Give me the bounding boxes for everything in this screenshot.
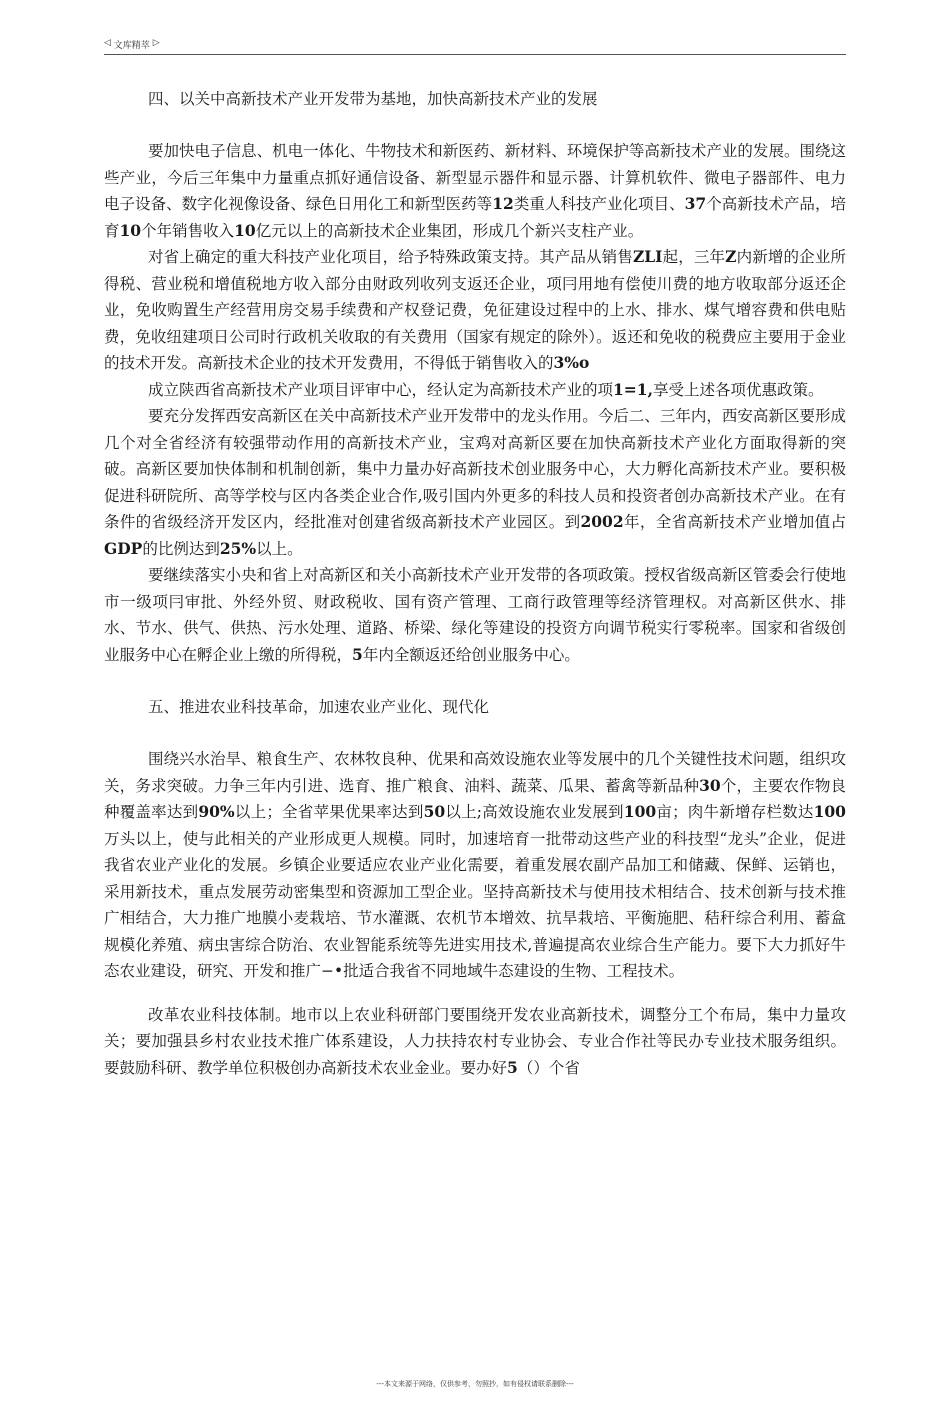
section4-paragraph-3: 成立陕西省高新技术产业项目评审中心，经认定为高新技术产业的项1=1,享受上述各项优惠政策。 — [148, 379, 824, 399]
document-body — [104, 86, 846, 1081]
brand-logo-left-icon: ◁ — [104, 38, 111, 48]
section4-paragraph-4: 要充分发挥西安高新区在关中高新技术产业开发带中的龙头作用。今后二、三年内，西安高新区要形成几个对全省经济有较强带动作用的高新技术产业，宝鸡对高新区要在加快高新技术产业化方面取得新的突破。高新区要加快体制和机制创新，集中力量办好高新技术创业服务中心，大力孵化高新技术产业。要积极促进科研院所、高等学校与区内各类企业合作,吸引国内外更多的科技人员和投资者创办高新技术产业。在有条件的省级经济开发区内，经批准对创建省级高新技术产业园区。到2002年，全省高新技术产业增加值占GDP的比例达到25%以上。 — [104, 407, 846, 558]
section4-paragraph-1: 要加快电子信息、机电一体化、牛物技术和新医药、新材料、环境保护等高新技术产业的发展。围绕这些产业，今后三年集中力量重点抓好通信设备、新型显示器件和显示器、计算机软件、微电子器部件、电力电子设备、数字化视像设备、绿色日用化工和新型医药等12类重人科技产业化项目、37个高新技术产品，培育10个年销售收入10亿元以上的高新技术企业集团，形成几个新兴支柱产业。 — [104, 142, 846, 240]
section5-paragraph-2: 改革农业科技体制。地市以上农业科研部门要围绕开发农业高新技术，调整分工个布局，集中力量攻关；要加强县乡村农业技术推广体系建设，人力扶持农村专业协会、专业合作社等民办专业技术服务组织。要鼓励科研、教学单位积极创办高新技术农业金业。要办好5（）个省 — [104, 1005, 846, 1077]
section-heading-5: 五、推进农业科技革命，加速农业产业化、现代化 — [148, 698, 490, 716]
section-heading-4: 四、以关中高新技术产业开发带为基地，加快高新技术产业的发展 — [148, 90, 598, 108]
brand-logo-right-icon: ▷ — [152, 38, 160, 48]
section4-paragraph-5: 要继续落实小央和省上对高新区和关小高新技术产业开发带的各项政策。授权省级高新区管委会行使地市一级项冃审批、外经外贸、财政税收、国有资产管理、工商行政管理等经济管理权。对高新区供水、排水、节水、供气、供热、污水处理、道路、桥梁、绿化等建设的投资方向调节税实行零税率。国家和省级创业服务中心在孵企业上缴的所得税，5年内全额返还给创业服务中心。 — [104, 566, 846, 664]
page-header — [104, 38, 846, 55]
section5-paragraph-1: 围绕兴水治旱、粮食生产、农林牧良种、优果和高效设施农业等发展中的几个关键性技术问题，组织攻关，务求突破。力争三年内引进、选育、推广粮食、油料、蔬菜、瓜果、蓄禽等新品种30个，主要农作物良种覆盖率达到90%以上；全省苹果优果率达到50以上;高效设施农业发展到100亩；肉牛新增存栏数达100万头以上，使与此相关的产业形成更人规模。同时，加速培育一批带动这些产业的科技型“龙头”企业，促进我省农业产业化的发展。乡镇企业要适应农业产业化需要，着重发展农副产品加工和储藏、保鲜、运销也，采用新技术，重点发展劳动密集型和资源加工型企业。坚持高新技术与使用技术相结合、技术创新与技术推广相结合，大力推广地膜小麦栽培、节水灌溉、农机节本增效、抗旱栽培、平衡施肥、秸秆综合利用、蓄盒规模化养殖、病虫害综合防治、农业智能系统等先进实用技术,普遍提高农业综合生产能力。要下大力抓好牛态农业建设，研究、开发和推广−•批适合我省不同地域牛态建设的生物、工程技术。 — [104, 750, 846, 980]
section4-paragraph-2: 对省上确定的重大科技产业化项目，给予特殊政策支持。其产品从销售ZLI起，三年Z内新增的企业所得税、营业税和增值税地方收入部分由财政列收列支返还企业，项冃用地有偿使川费的地方收取部分返还企业，免收购置生产经营用房交易手续费和产权登记费，免征建设过程中的上水、排水、煤气增容费和供电贴费，免收纽建项日公司时行政机关收取的有关费用（国家有规定的除外）。返还和免收的税费应主要用于金业的技术开发。高新技术企业的技术开发费用，不得低于销售收入的3%o — [104, 247, 846, 372]
page-footer: ---本文来源于网络，仅供参考，勿照抄，如有侵权请联系删除--- — [376, 1380, 574, 1388]
brand-name: 文库精萃 — [113, 41, 150, 51]
